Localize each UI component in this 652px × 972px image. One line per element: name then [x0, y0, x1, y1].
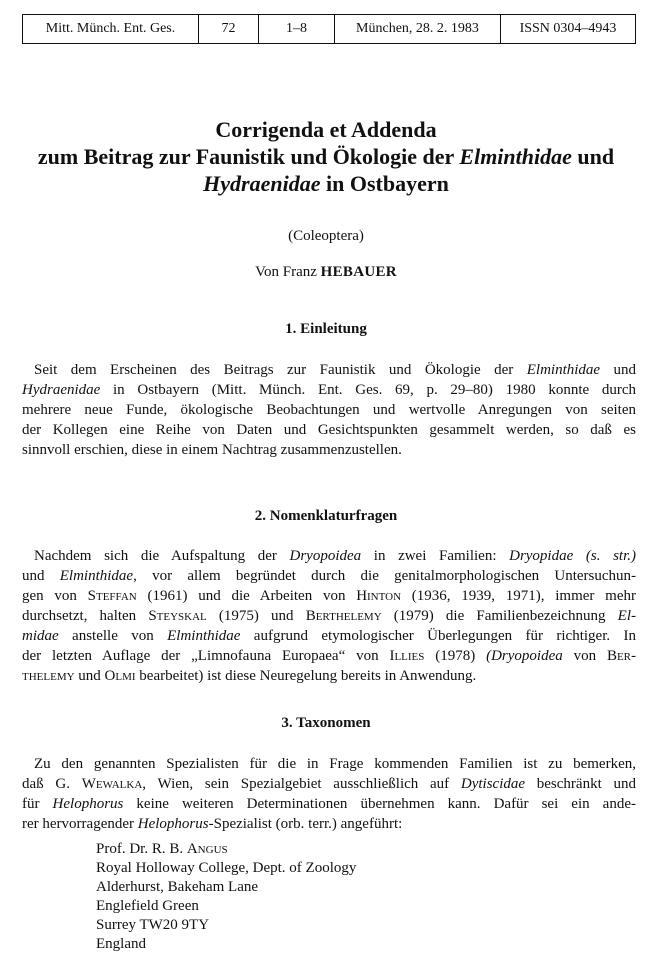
place-date: München, 28. 2. 1983	[335, 15, 501, 43]
author-citation: Angus	[186, 841, 228, 857]
title-line-1: Corrigenda et Addenda	[215, 117, 437, 142]
issn: ISSN 0304–4943	[519, 21, 617, 36]
text-line	[22, 546, 636, 566]
author-citation: Steyskal	[148, 608, 207, 624]
text-line	[22, 666, 636, 686]
contact-address	[96, 840, 356, 954]
text-run: aufgrund etymologischer Überlegungen für richtiger. In	[240, 628, 636, 644]
text-line	[22, 566, 636, 586]
title-text: zum Beitrag zur Faunistik und Ökologie der	[37, 144, 460, 169]
article-title	[0, 116, 652, 197]
taxon-run: Elminthidae	[167, 628, 241, 644]
text-line	[22, 646, 636, 666]
section-heading-nomenklaturfragen: 2. Nomenklaturfragen	[254, 508, 398, 524]
text-run: für	[22, 796, 53, 812]
author-citation: Berthelemy	[305, 608, 382, 624]
taxon-run: Hydraenidae	[22, 382, 101, 398]
text-line	[22, 814, 636, 834]
text-run: (1936, 1939, 1971), immer mehr	[401, 588, 636, 604]
text-run: in zwei Familien:	[361, 548, 510, 564]
text-line	[22, 774, 636, 794]
text-line: sinnvoll erschien, diese in einem Nachtrag zusammenzustellen.	[22, 442, 402, 458]
text-run: in Ostbayern (Mitt. Münch. Ent. Ges. 69, p. 29–80) 1980 konnte durch	[100, 382, 636, 398]
text-run: von	[562, 648, 607, 664]
author-citation: Hinton	[356, 588, 402, 604]
title-text: in Ostbayern	[320, 171, 449, 196]
title-taxon: Hydraenidae	[203, 171, 321, 196]
address-line: Alderhurst, Bakeham Lane	[96, 879, 259, 895]
text-run: der letzten Auflage der „Limnofauna Europaea“ von	[22, 648, 390, 664]
text-line: der Kollegen eine Reihe von Daten und Gesichtspunkten gesammelt werden, so daß es	[22, 422, 636, 438]
text-run: (1961) und die Arbeiten von	[136, 588, 357, 604]
title-text: und	[571, 144, 615, 169]
taxon-run: Helophorus	[52, 796, 124, 812]
text-run: rer hervorragender	[22, 816, 138, 832]
page-range: 1–8	[259, 15, 335, 43]
address-line	[96, 840, 356, 859]
title-line-3	[0, 170, 652, 197]
text-run: gen von	[22, 588, 88, 604]
taxon-run: (Dryopoidea	[486, 648, 563, 664]
author-citation: Illies	[389, 648, 425, 664]
text-run: durchsetzt, halten	[22, 608, 149, 624]
author-citation: thelemy	[22, 668, 75, 684]
author-citation: Olmi	[104, 668, 136, 684]
text-run: keine weiteren Determinationen übernehmen kann. Dafür sei ein ande-	[123, 796, 636, 812]
title-line-2	[0, 143, 652, 170]
author-citation: Ber-	[606, 648, 636, 664]
paragraph-taxonomen	[22, 754, 636, 834]
text-line: mehrere neue Funde, ökologische Beobachtungen und wertvolle Anregungen von seiten	[22, 402, 636, 418]
taxon-run: Dryopidae (s. str.)	[509, 548, 636, 564]
taxon-run: midae	[22, 628, 59, 644]
taxon-run: Helophorus	[137, 816, 209, 832]
text-line	[22, 606, 636, 626]
text-run: vor allem begründet durch die genitalmorphologischen Untersuchun-	[136, 568, 637, 584]
text-run: beschränkt und	[525, 776, 636, 792]
address-line: Royal Holloway College, Dept. of Zoology	[96, 860, 357, 876]
section-heading-einleitung: 1. Einleitung	[285, 321, 367, 337]
address-line: Englefield Green	[96, 898, 199, 914]
text-run: und	[600, 362, 637, 378]
taxon-run: Dytiscidae	[460, 776, 526, 792]
text-line	[22, 794, 636, 814]
text-run: Nachdem sich die Aufspaltung der	[34, 548, 290, 564]
taxon-run: Elminthidae,	[59, 568, 137, 584]
subtitle: (Coleoptera)	[288, 228, 364, 244]
text-run: und	[74, 668, 105, 684]
text-run: (1975) und	[206, 608, 306, 624]
text-run: daß G.	[22, 776, 82, 792]
text-run: Seit dem Erscheinen des Beitrags zur Faunistik und Ökologie der	[34, 362, 527, 378]
taxon-run: Dryopoidea	[289, 548, 362, 564]
text-line	[22, 360, 636, 380]
text-line	[22, 380, 636, 400]
text-run: (1978)	[424, 648, 487, 664]
journal-header	[22, 14, 636, 44]
title-taxon: Elminthidae	[459, 144, 572, 169]
author-prefix: Von Franz	[255, 264, 321, 280]
author-citation: Steffan	[87, 588, 137, 604]
taxon-run: El-	[617, 608, 636, 624]
taxon-run: Elminthidae	[526, 362, 601, 378]
text-run: , Wien, sein Spezialgebiet ausschließlich auf	[142, 776, 461, 792]
author-citation: Wewalka	[81, 776, 143, 792]
text-line	[22, 626, 636, 646]
text-run: (1979) die Familienbezeichnung	[381, 608, 618, 624]
text-run: bearbeitet) ist diese Neuregelung bereits in Anwendung.	[135, 668, 477, 684]
text-run: anstelle von	[58, 628, 168, 644]
section-heading-taxonomen: 3. Taxonomen	[281, 715, 371, 731]
text-run: -Spezialist (orb. terr.) angeführt:	[208, 816, 403, 832]
paragraph-nomenklaturfragen	[22, 546, 636, 686]
author-name: HEBAUER	[320, 264, 397, 280]
text-line: Zu den genannten Spezialisten für die in Frage kommenden Familien ist zu bemerken,	[34, 756, 636, 772]
volume-number: 72	[199, 15, 259, 43]
text-run: und	[22, 568, 60, 584]
author-line	[0, 264, 652, 281]
paragraph-einleitung	[22, 360, 636, 460]
address-line: Surrey TW20 9TY	[96, 917, 210, 933]
text-line	[22, 586, 636, 606]
text-run: Prof. Dr. R. B.	[96, 841, 187, 857]
address-line: England	[96, 936, 146, 952]
journal-name: Mitt. Münch. Ent. Ges.	[23, 15, 199, 43]
